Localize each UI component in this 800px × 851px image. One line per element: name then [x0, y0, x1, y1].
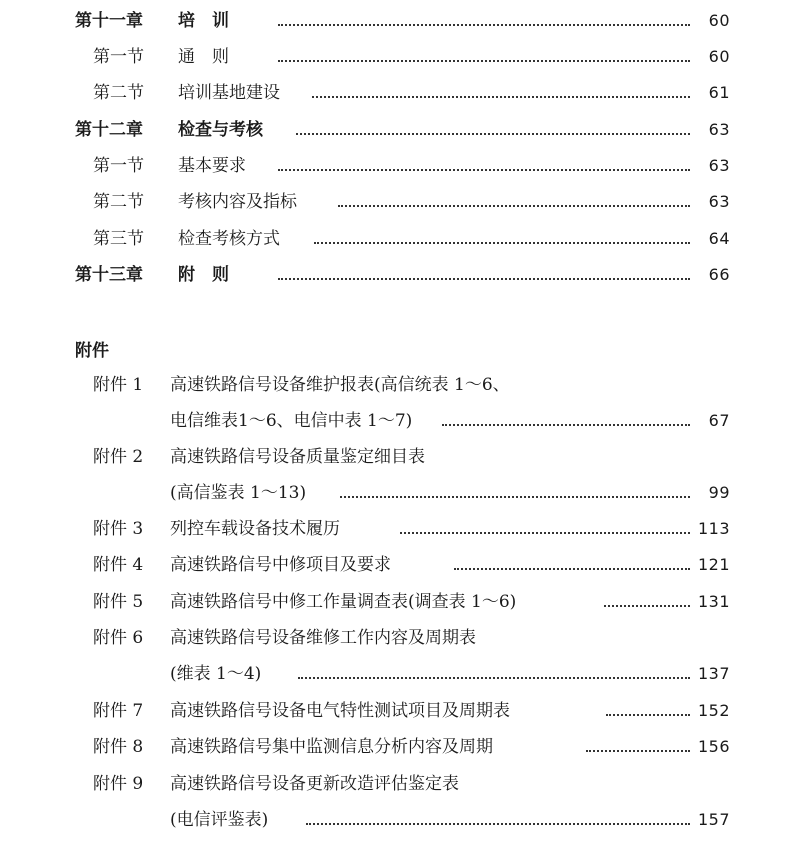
appendix-page-number: 113 [697, 519, 730, 538]
dot-leader [278, 169, 690, 171]
appendix-title-line1: 高速铁路信号设备维护报表(高信统表 1～6、 [170, 375, 510, 395]
dot-leader [604, 605, 690, 607]
appendix-entry-5[interactable] [0, 589, 800, 615]
appendix-heading: 附件 [75, 341, 109, 361]
appendix-label: 附件 3 [93, 519, 144, 539]
toc-title: 基本要求 [178, 156, 246, 176]
appendix-entry-2-continued[interactable] [0, 480, 800, 506]
appendix-page-number: 152 [697, 701, 730, 720]
appendix-title-line1: 高速铁路信号设备更新改造评估鉴定表 [170, 774, 459, 794]
dot-leader [278, 278, 690, 280]
toc-entry-section[interactable] [0, 153, 800, 179]
appendix-entry-3[interactable] [0, 516, 800, 542]
dot-leader [586, 750, 690, 752]
dot-leader [296, 133, 690, 135]
appendix-title-line1: 高速铁路信号集中监测信息分析内容及周期 [170, 737, 493, 757]
dot-leader [312, 96, 690, 98]
toc-label: 第一节 [93, 47, 144, 67]
toc-title: 通 则 [178, 47, 229, 67]
toc-title: 考核内容及指标 [178, 192, 297, 212]
toc-label: 第十三章 [75, 265, 143, 285]
appendix-label: 附件 1 [93, 375, 144, 395]
dot-leader [340, 496, 690, 498]
dot-leader [338, 205, 690, 207]
appendix-page-number: 99 [708, 483, 730, 502]
toc-title: 检查考核方式 [178, 229, 280, 249]
toc-page-number: 60 [708, 47, 730, 66]
appendix-label: 附件 7 [93, 701, 144, 721]
toc-label: 第二节 [93, 83, 144, 103]
dot-leader [314, 242, 690, 244]
appendix-title-line1: 高速铁路信号中修工作量调查表(调查表 1～6) [170, 592, 517, 612]
appendix-label: 附件 8 [93, 737, 144, 757]
appendix-title-line1: 高速铁路信号中修项目及要求 [170, 555, 391, 575]
appendix-entry-1[interactable] [0, 372, 800, 398]
dot-leader [298, 677, 690, 679]
dot-leader [606, 714, 690, 716]
toc-title: 检查与考核 [178, 120, 263, 140]
appendix-page-number: 131 [697, 592, 730, 611]
appendix-page-number: 156 [697, 737, 730, 756]
appendix-title-line1: 高速铁路信号设备电气特性测试项目及周期表 [170, 701, 510, 721]
toc-title: 培训基地建设 [178, 83, 280, 103]
toc-label: 第十二章 [75, 120, 143, 140]
appendix-title-line2: 电信维表1～6、电信中表 1～7) [170, 411, 413, 431]
toc-title: 附 则 [178, 265, 229, 285]
appendix-page-number: 137 [697, 664, 730, 683]
appendix-label: 附件 6 [93, 628, 144, 648]
appendix-label: 附件 4 [93, 555, 144, 575]
appendix-page-number: 67 [708, 411, 730, 430]
dot-leader [400, 532, 690, 534]
appendix-title-line1: 列控车载设备技术履历 [170, 519, 340, 539]
appendix-title-line2: (高信鉴表 1～13) [170, 483, 307, 503]
toc-entry-section[interactable] [0, 189, 800, 215]
toc-label: 第二节 [93, 192, 144, 212]
dot-leader [306, 823, 690, 825]
appendix-title-line2: (维表 1～4) [170, 664, 262, 684]
appendix-page-number: 121 [697, 555, 730, 574]
appendix-entry-4[interactable] [0, 552, 800, 578]
toc-page-number: 61 [708, 83, 730, 102]
toc-page-number: 64 [708, 229, 730, 248]
appendix-entry-1-continued[interactable] [0, 408, 800, 434]
appendix-entry-7[interactable] [0, 698, 800, 724]
appendix-label: 附件 9 [93, 774, 144, 794]
appendix-title-line1: 高速铁路信号设备质量鉴定细目表 [170, 447, 425, 467]
toc-page-number: 66 [708, 265, 730, 284]
toc-page-number: 60 [708, 11, 730, 30]
appendix-entry-8[interactable] [0, 734, 800, 760]
appendix-entry-2[interactable] [0, 444, 800, 470]
appendix-entry-9-continued[interactable] [0, 807, 800, 833]
toc-label: 第一节 [93, 156, 144, 176]
dot-leader [442, 424, 690, 426]
toc-label: 第三节 [93, 229, 144, 249]
appendix-title-line1: 高速铁路信号设备维修工作内容及周期表 [170, 628, 476, 648]
dot-leader [278, 24, 690, 26]
toc-label: 第十一章 [75, 11, 143, 31]
toc-entry-chapter-13[interactable] [0, 262, 800, 288]
dot-leader [278, 60, 690, 62]
appendix-page-number: 157 [697, 810, 730, 829]
toc-page-number: 63 [708, 192, 730, 211]
appendix-entry-9[interactable] [0, 771, 800, 797]
toc-page-number: 63 [708, 120, 730, 139]
appendix-entry-6[interactable] [0, 625, 800, 651]
toc-entry-section[interactable] [0, 44, 800, 70]
toc-entry-chapter-11[interactable] [0, 8, 800, 34]
appendix-title-line2: (电信评鉴表) [170, 810, 269, 830]
appendix-entry-6-continued[interactable] [0, 661, 800, 687]
toc-entry-chapter-12[interactable] [0, 117, 800, 143]
toc-title: 培 训 [178, 11, 229, 31]
toc-page-number: 63 [708, 156, 730, 175]
appendix-label: 附件 2 [93, 447, 144, 467]
appendix-label: 附件 5 [93, 592, 144, 612]
dot-leader [454, 568, 690, 570]
toc-entry-section[interactable] [0, 226, 800, 252]
toc-entry-section[interactable] [0, 80, 800, 106]
